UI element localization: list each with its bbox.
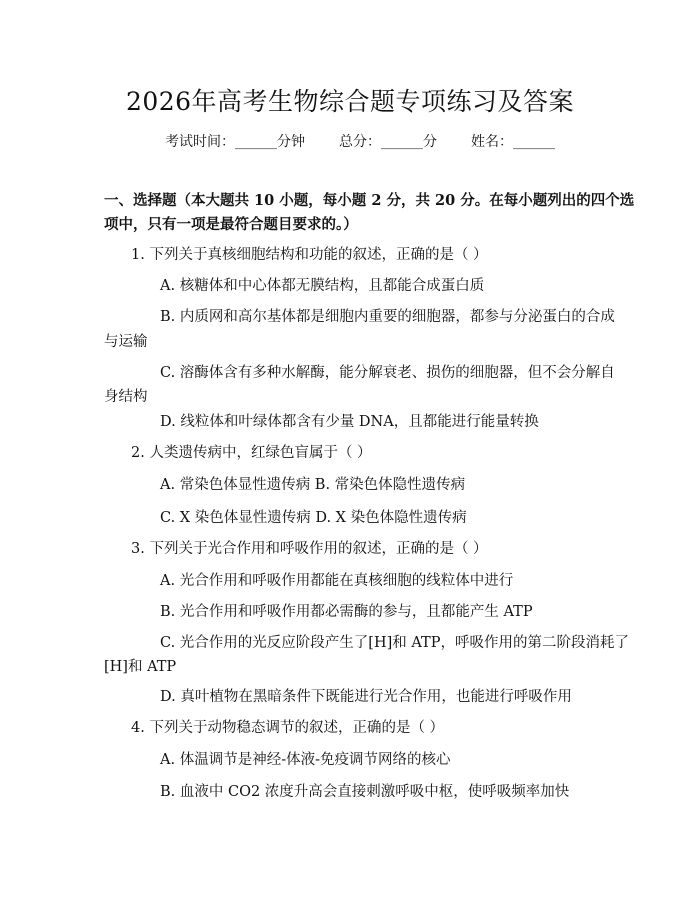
- question-4-stem: 4. 下列关于动物稳态调节的叙述，正确的是（ ）: [131, 720, 445, 736]
- section-heading-cont: 项中，只有一项是最符合题目要求的。）: [104, 216, 358, 233]
- question-1-option-b-cont: 与运输: [104, 334, 148, 350]
- question-3-option-a: A. 光合作用和呼吸作用都能在真核细胞的线粒体中进行: [160, 573, 514, 589]
- section-heading: 一、选择题（本大题共 10 小题，每小题 2 分，共 20 分。在每小题列出的四个选: [104, 192, 635, 209]
- question-1-option-c: C. 溶酶体含有多种水解酶，能分解衰老、损伤的细胞器，但不会分解自: [160, 365, 615, 381]
- question-1-option-c-cont: 身结构: [104, 389, 148, 405]
- question-3-option-b: B. 光合作用和呼吸作用都必需酶的参与，且都能产生 ATP: [160, 604, 533, 620]
- question-2-options-cd: C. X 染色体显性遗传病 D. X 染色体隐性遗传病: [160, 510, 467, 526]
- page-title: 2026年高考生物综合题专项练习及答案: [125, 87, 575, 116]
- question-1-stem: 1. 下列关于真核细胞结构和功能的叙述，正确的是（ ）: [131, 247, 488, 263]
- question-1-option-a: A. 核糖体和中心体都无膜结构，且都能合成蛋白质: [160, 278, 485, 294]
- question-1-option-b: B. 内质网和高尔基体都是细胞内重要的细胞器，都参与分泌蛋白的合成: [160, 309, 615, 325]
- question-3-stem: 3. 下列关于光合作用和呼吸作用的叙述，正确的是（ ）: [131, 541, 488, 557]
- question-1-option-d: D. 线粒体和叶绿体都含有少量 DNA，且都能进行能量转换: [160, 414, 539, 430]
- question-2-stem: 2. 人类遗传病中，红绿色盲属于（ ）: [131, 445, 372, 461]
- question-3-option-c-cont: [H]和 ATP: [104, 659, 177, 675]
- exam-time-field: 考试时间：______分钟: [165, 134, 305, 150]
- exam-meta: [165, 131, 555, 151]
- question-4-option-b: B. 血液中 CO2 浓度升高会直接刺激呼吸中枢，使呼吸频率加快: [160, 784, 570, 800]
- question-2-options-ab: A. 常染色体显性遗传病 B. 常染色体隐性遗传病: [160, 477, 466, 493]
- total-score-field: 总分：______分: [339, 134, 437, 150]
- question-3-option-c: C. 光合作用的光反应阶段产生了[H]和 ATP，呼吸作用的第二阶段消耗了: [160, 635, 629, 651]
- question-3-option-d: D. 真叶植物在黑暗条件下既能进行光合作用，也能进行呼吸作用: [160, 689, 572, 705]
- student-name-field: 姓名：______: [471, 134, 555, 150]
- question-4-option-a: A. 体温调节是神经-体液-免疫调节网络的核心: [160, 752, 451, 768]
